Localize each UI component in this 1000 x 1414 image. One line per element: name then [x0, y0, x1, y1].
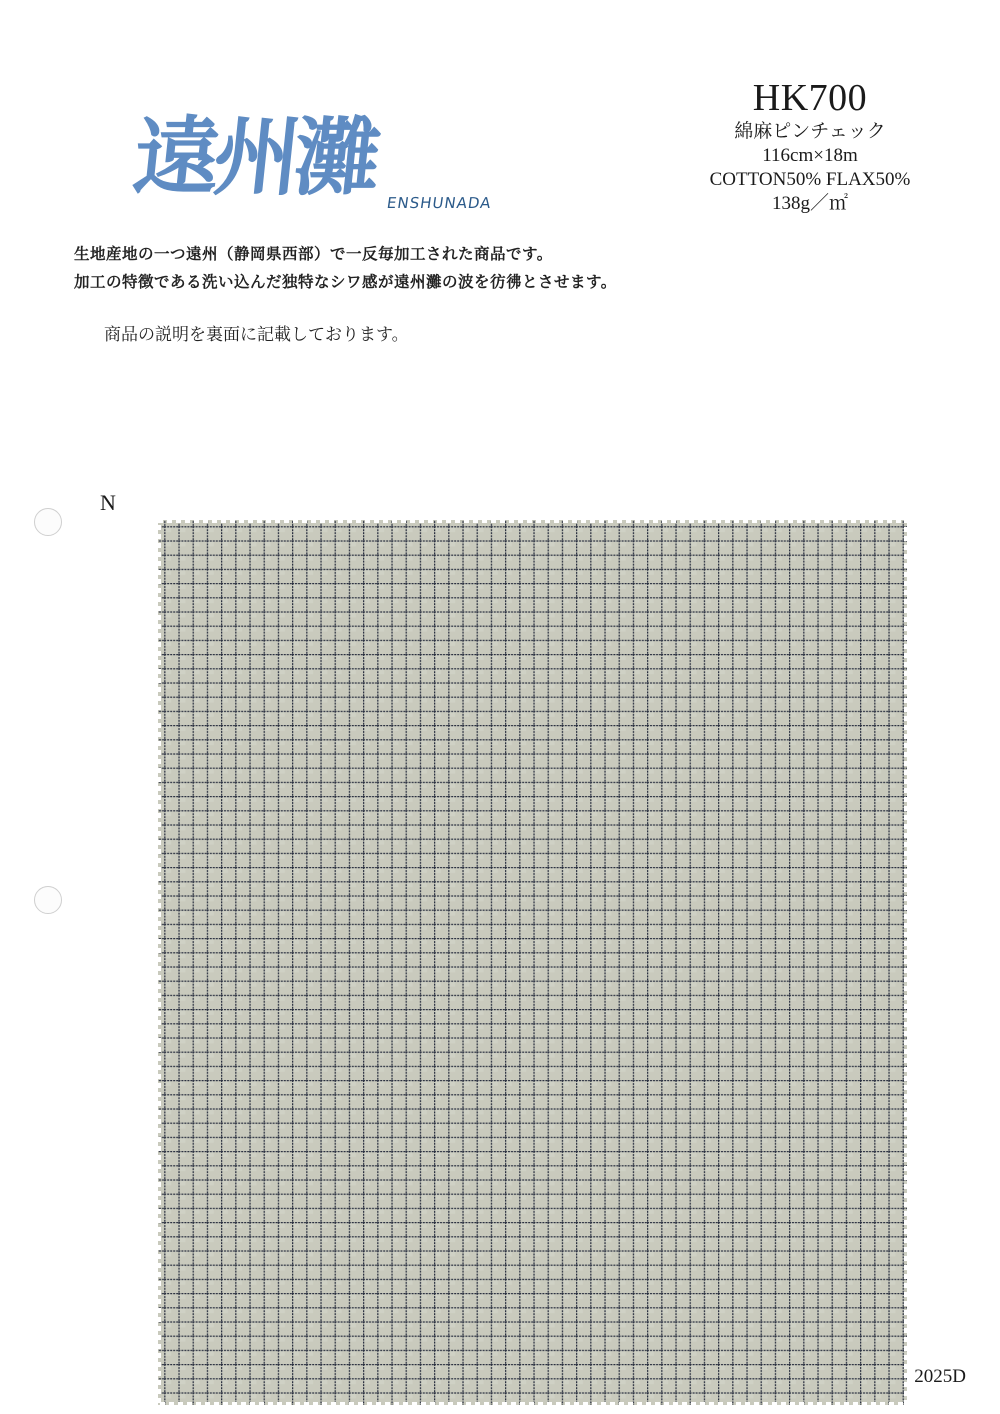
- lot-number: 2025D: [914, 1366, 966, 1387]
- binder-hole: [34, 508, 62, 536]
- swatch-fabric: [158, 520, 907, 1405]
- fabric-swatch: [150, 512, 915, 1413]
- product-code: HK700: [752, 77, 868, 119]
- back-note: 商品の説明を裏面に記載しております。: [104, 325, 409, 345]
- swatch-label: N: [100, 490, 116, 515]
- description-line: 加工の特徴である洗い込んだ独特なシワ感が遠州灘の波を彷彿とさせます。: [74, 273, 617, 291]
- logo-romaji: ENSHUNADA: [385, 194, 493, 212]
- product-name: 綿麻ピンチェック: [734, 121, 886, 142]
- description: [74, 240, 617, 296]
- product-composition: COTTON50% FLAX50%: [709, 169, 911, 190]
- description-line: 生地産地の一つ遠州（静岡県西部）で一反毎加工された商品です。: [74, 245, 553, 263]
- logo-kanji: 遠州灘: [128, 107, 380, 208]
- binder-hole: [34, 886, 62, 914]
- product-weight: 138g／㎡: [771, 193, 848, 214]
- spec-block: [660, 76, 960, 216]
- product-size: 116cm×18m: [762, 145, 858, 166]
